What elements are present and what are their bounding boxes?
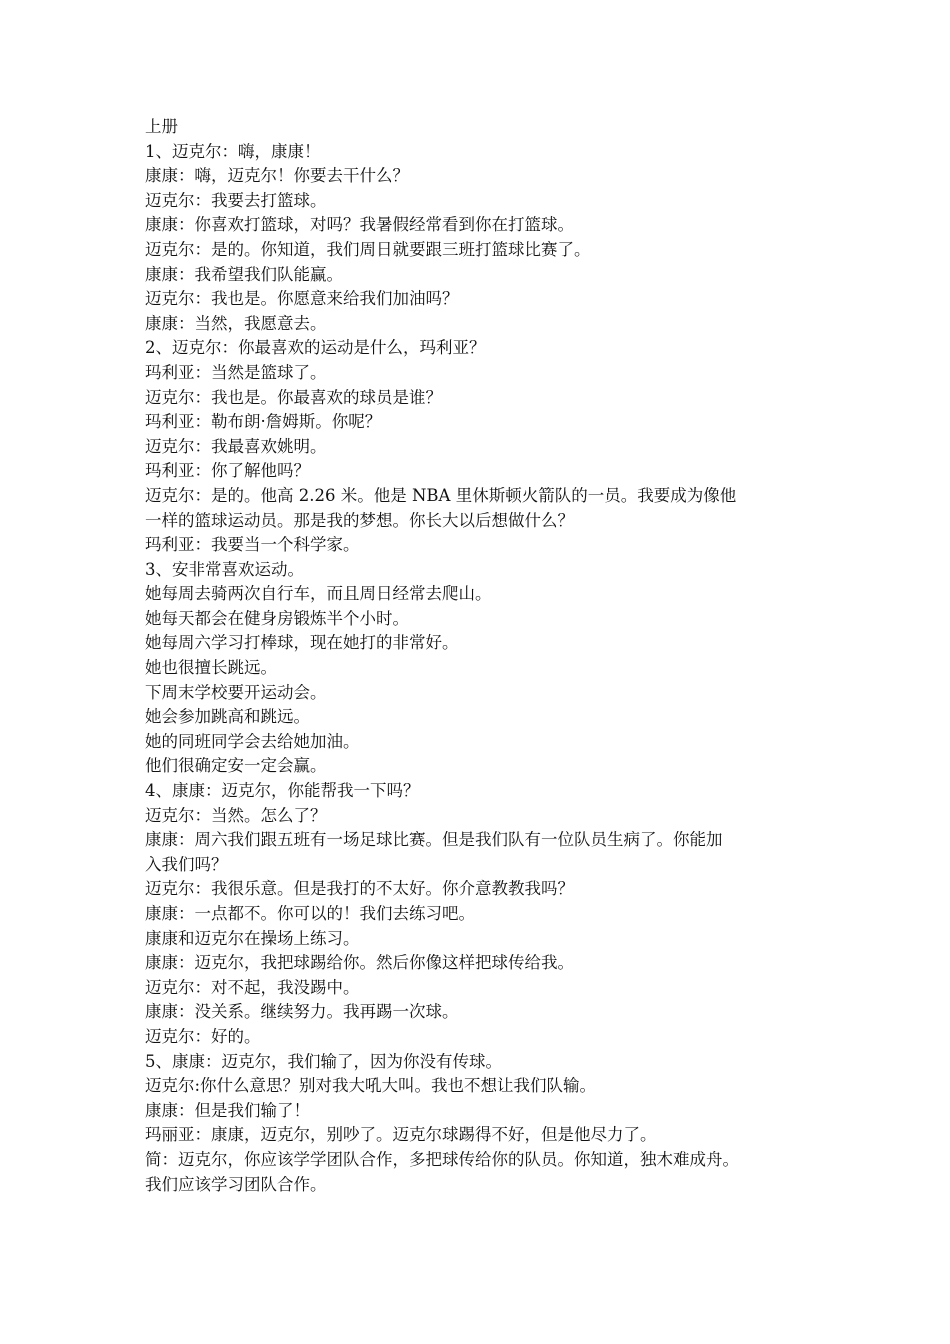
- text-line: 迈克尔：我也是。你最喜欢的球员是谁？: [145, 387, 442, 407]
- text-line: 简：迈克尔，你应该学学团队合作，多把球传给你的队员。你知道，独木难成舟。: [145, 1149, 739, 1169]
- text-line: 入我们吗？: [145, 854, 228, 874]
- text-line: 玛丽亚：康康，迈克尔，别吵了。迈克尔球踢得不好，但是他尽力了。: [145, 1125, 657, 1145]
- text-line: 迈克尔:你什么意思？别对我大吼大叫。我也不想让我们队输。: [145, 1076, 597, 1096]
- text-line: 迈克尔：我很乐意。但是我打的不太好。你介意教教我吗？: [145, 879, 574, 899]
- text-line: 她每周去骑两次自行车，而且周日经常去爬山。: [145, 584, 492, 604]
- text-line: 迈克尔：我最喜欢姚明。: [145, 436, 327, 456]
- text-line: 康康：当然，我愿意去。: [145, 313, 327, 333]
- text-line: 4、康康：迈克尔，你能帮我一下吗？: [145, 781, 420, 801]
- text-line: 她会参加跳高和跳远。: [145, 707, 310, 727]
- text-line: 康康：嗨，迈克尔！你要去干什么？: [145, 166, 409, 186]
- document-page: [145, 115, 815, 1197]
- text-line: 迈克尔：我要去打篮球。: [145, 190, 327, 210]
- text-line: 迈克尔：对不起，我没踢中。: [145, 977, 360, 997]
- text-line: 迈克尔：当然。怎么了？: [145, 805, 327, 825]
- text-line: 康康：一点都不。你可以的！我们去练习吧。: [145, 904, 475, 923]
- text-line: 3、安非常喜欢运动。: [145, 559, 304, 579]
- text-line: 2、迈克尔：你最喜欢的运动是什么，玛利亚？: [145, 338, 486, 358]
- text-line: 迈克尔：我也是。你愿意来给我们加油吗？: [145, 289, 459, 309]
- section-heading: 上册: [145, 117, 178, 136]
- text-line: 1、迈克尔：嗨，康康！: [145, 141, 321, 161]
- text-line: 迈克尔：好的。: [145, 1026, 261, 1046]
- text-line: 迈克尔：是的。他高 2.26 米。他是 NBA 里休斯顿火箭队的一员。我要成为像他: [145, 485, 737, 505]
- text-line: 她每天都会在健身房锻炼半个小时。: [145, 608, 409, 628]
- text-line: 她也很擅长跳远。: [145, 658, 277, 678]
- text-line: 康康：我希望我们队能赢。: [145, 264, 343, 284]
- text-line: 康康：没关系。继续努力。我再踢一次球。: [145, 1002, 459, 1022]
- text-line: 他们很确定安一定会赢。: [145, 756, 327, 776]
- text-line: 5、康康：迈克尔，我们输了，因为你没有传球。: [145, 1051, 502, 1071]
- text-line: 下周末学校要开运动会。: [145, 682, 327, 702]
- text-line: 她的同班同学会去给她加油。: [145, 731, 360, 751]
- text-line: 她每周六学习打棒球，现在她打的非常好。: [145, 633, 459, 653]
- text-line: 康康和迈克尔在操场上练习。: [145, 928, 360, 948]
- text-line: 玛利亚：勒布朗·詹姆斯。你呢？: [145, 412, 382, 432]
- text-line: 玛利亚：我要当一个科学家。: [145, 535, 360, 555]
- text-line: 迈克尔：是的。你知道，我们周日就要跟三班打篮球比赛了。: [145, 239, 591, 259]
- text-line: 康康：周六我们跟五班有一场足球比赛。但是我们队有一位队员生病了。你能加: [145, 830, 723, 850]
- text-line: 康康：迈克尔，我把球踢给你。然后你像这样把球传给我。: [145, 953, 574, 973]
- text-line: 玛利亚：当然是篮球了。: [145, 362, 327, 382]
- text-line: 康康：你喜欢打篮球，对吗？我暑假经常看到你在打篮球。: [145, 215, 574, 235]
- text-line: 一样的篮球运动员。那是我的梦想。你长大以后想做什么？: [145, 510, 574, 530]
- text-line: 康康：但是我们输了！: [145, 1100, 310, 1120]
- text-line: 我们应该学习团队合作。: [145, 1174, 327, 1194]
- text-line: 玛利亚：你了解他吗？: [145, 461, 310, 481]
